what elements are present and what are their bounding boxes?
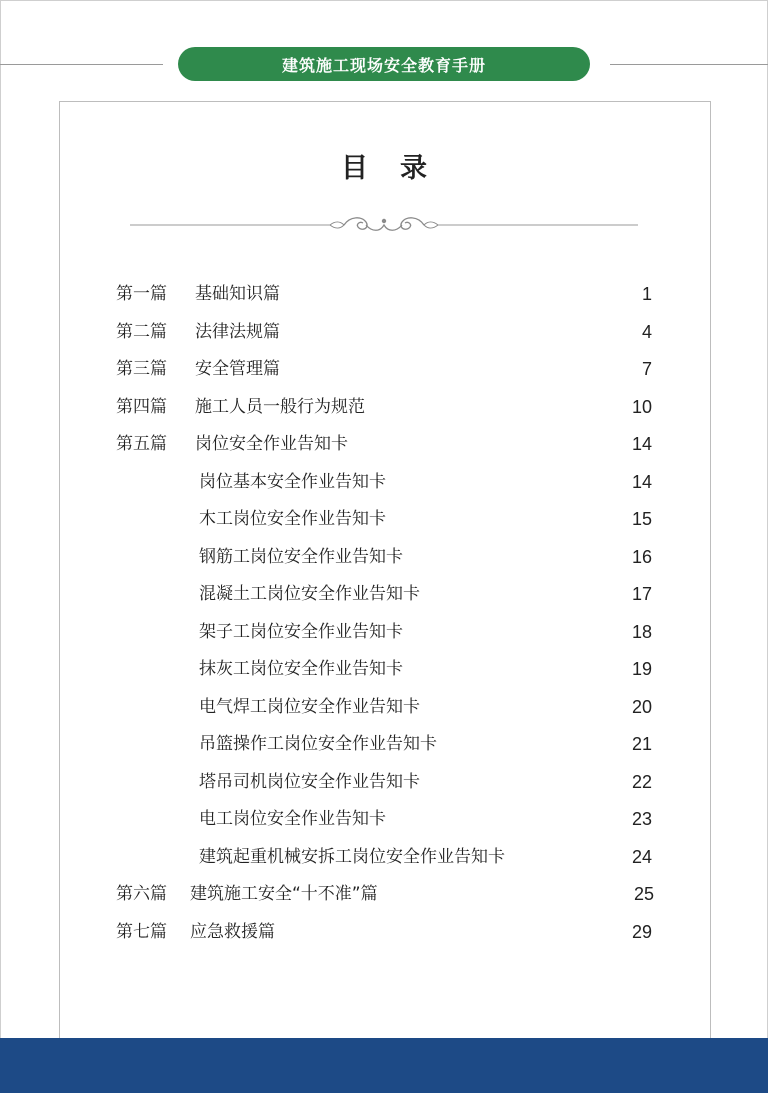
header-rule-right [610,64,768,65]
toc-entry-page: 1 [641,284,652,304]
toc-entry-page: 29 [631,921,652,942]
toc-entry-title: 电工岗位安全作业告知卡 [199,809,386,829]
toc-entry[interactable] [0,314,768,351]
toc-entry[interactable] [0,914,768,951]
footer-bar [0,1038,768,1093]
toc-entry[interactable] [0,576,768,613]
toc-entry-part: 第三篇 [116,359,167,379]
toc-entry-page: 17 [631,584,652,604]
toc-entry[interactable] [0,351,768,388]
toc-entry[interactable] [0,614,768,651]
toc-entry-page: 18 [631,621,652,642]
toc-entry-page: 23 [631,809,652,829]
header-banner [178,47,590,81]
toc-entry-part: 第四篇 [116,396,167,417]
toc-entry[interactable] [0,876,768,913]
toc-entry[interactable] [0,801,768,838]
toc-entry[interactable] [0,276,768,313]
toc-entry-page: 10 [631,396,652,417]
toc-entry-page: 21 [631,734,652,754]
toc-entry-part: 第一篇 [116,284,167,304]
toc-entry-title: 基础知识篇 [195,284,280,304]
toc-entry[interactable] [0,539,768,576]
toc-entry-page: 14 [631,434,652,454]
toc-entry-title: 木工岗位安全作业告知卡 [199,509,386,529]
toc-entry[interactable] [0,464,768,501]
toc-entry-page: 7 [641,359,652,379]
toc-entry[interactable] [0,764,768,801]
toc-entry-page: 4 [641,321,652,342]
toc-entry[interactable] [0,726,768,763]
toc-entry-title: 建筑起重机械安拆工岗位安全作业告知卡 [199,846,505,867]
toc-entry-title: 塔吊司机岗位安全作业告知卡 [199,771,420,792]
toc-entry-title: 岗位基本安全作业告知卡 [199,471,386,492]
toc-entry-part: 第七篇 [116,921,167,942]
header-banner-text: 建筑施工现场安全教育手册 [281,55,486,75]
flourish-divider-icon [130,212,638,238]
toc-entry[interactable] [0,501,768,538]
toc-entry-title: 电气焊工岗位安全作业告知卡 [199,696,420,717]
toc-entry-title: 建筑施工安全“十不准”篇 [190,884,378,904]
toc-entry-title: 钢筋工岗位安全作业告知卡 [199,546,403,567]
toc-entry-title: 法律法规篇 [195,321,280,342]
toc-entry-page: 16 [631,546,652,567]
toc-entry-page: 19 [631,659,652,679]
toc-entry[interactable] [0,689,768,726]
toc-entry[interactable] [0,651,768,688]
toc-entry-title: 混凝土工岗位安全作业告知卡 [199,584,420,604]
toc-entry-page: 15 [631,509,652,529]
toc-entry-title: 岗位安全作业告知卡 [195,434,348,454]
toc-entry-part: 第二篇 [116,321,167,342]
toc-entry[interactable] [0,426,768,463]
toc-entry-title: 施工人员一般行为规范 [195,396,365,417]
toc-entry[interactable] [0,839,768,876]
toc-entry-page: 20 [631,696,652,717]
toc-entry-page: 22 [631,771,652,792]
toc-entry-title: 安全管理篇 [195,359,280,379]
header-rule-left [0,64,163,65]
toc-entry[interactable] [0,389,768,426]
toc-entry-part: 第五篇 [116,434,167,454]
toc-entry-page: 25 [633,884,654,904]
toc-entry-title: 应急救援篇 [190,921,275,942]
toc-entry-page: 14 [631,471,652,492]
toc-entry-part: 第六篇 [116,884,167,904]
toc-entry-title: 吊篮操作工岗位安全作业告知卡 [199,734,437,754]
toc-entry-title: 架子工岗位安全作业告知卡 [199,621,403,642]
toc-title: 目录 [341,153,459,184]
toc-entry-title: 抹灰工岗位安全作业告知卡 [199,659,403,679]
toc-entry-page: 24 [631,846,652,867]
